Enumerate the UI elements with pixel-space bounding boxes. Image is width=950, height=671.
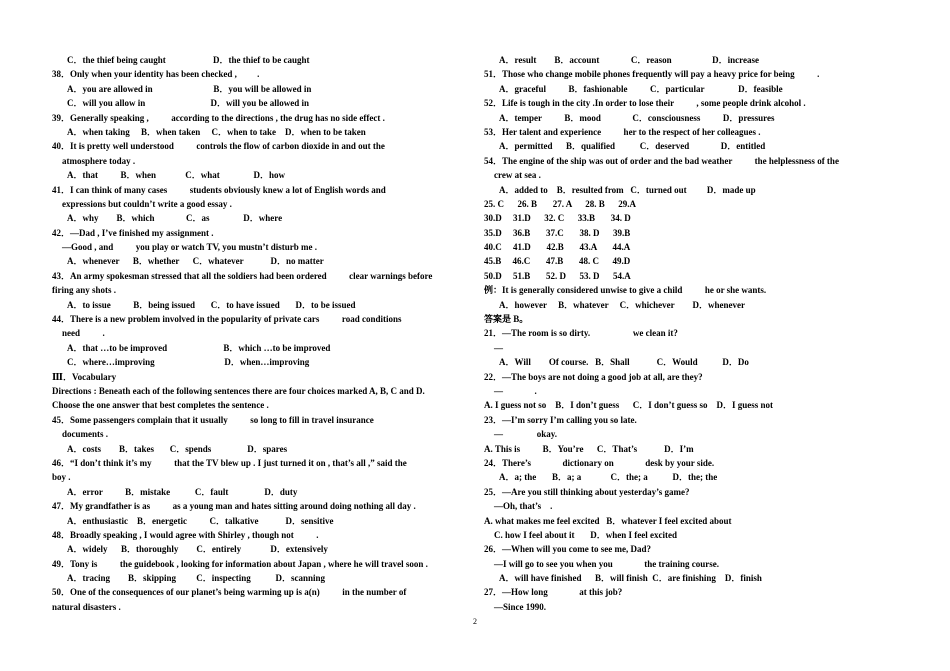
page-number: 2 bbox=[473, 617, 477, 626]
text-line: A. This is B．You’re C．That’s D．I’m bbox=[484, 443, 694, 454]
text-line: 22．—The boys are not doing a good job at all, are they? bbox=[484, 371, 703, 382]
text-line: 45．Some passengers complain that it usually so long to fill in travel insurance bbox=[52, 414, 374, 425]
text-line: A．that B．when C．what D．how bbox=[67, 170, 286, 181]
text-line: atmosphere today . bbox=[62, 155, 136, 166]
text-line: 41．I can think of many cases students obviously knew a lot of English words and bbox=[52, 184, 386, 195]
text-line: 54．The engine of the ship was out of order and the bad weather the helplessness of the bbox=[484, 155, 839, 166]
text-line: A．permitted B．qualified C．deserved D．entitled bbox=[499, 141, 766, 152]
text-line: 26．—When will you come to see me, Dad? bbox=[484, 544, 651, 555]
text-line: natural disasters . bbox=[52, 601, 121, 612]
text-line: 35.D 36.B 37.C 38. D 39.B bbox=[484, 227, 631, 238]
text-line: 42．—Dad , I’ve finished my assignment . bbox=[52, 227, 214, 238]
text-line: 47．My grandfather is as as a young man and hates sitting around doing nothing all day . bbox=[52, 501, 416, 512]
text-line: 30.D 31.D 32. C 33.B 34. D bbox=[484, 213, 631, 224]
text-line: A. I guess not so B．I don’t guess C．I don’t guess so D．I guess not bbox=[484, 400, 774, 411]
text-line: A．you are allowed in B．you will be allowed in bbox=[67, 83, 312, 94]
text-line: A. what makes me feel excited B．whatever I feel excited about bbox=[484, 515, 732, 526]
text-line: Directions : Beneath each of the following sentences there are four choices marked A, B, C and D. bbox=[52, 385, 425, 396]
text-line: 50．One of the consequences of our planet’s being warming up is a(n) in the number of bbox=[52, 587, 407, 598]
text-line: A．temper B．mood C．consciousness D．pressures bbox=[499, 112, 775, 123]
text-line: C．will you allow in D．will you be allowed in bbox=[67, 98, 310, 109]
text-line: crew at sea . bbox=[494, 170, 541, 181]
text-line: 51．Those who change mobile phones frequently will pay a heavy price for being . bbox=[484, 69, 820, 80]
text-line: 45.B 46.C 47.B 48. C 49.D bbox=[484, 256, 631, 267]
text-line: Choose the one answer that best completes the sentence . bbox=[52, 400, 269, 411]
text-line: documents . bbox=[62, 429, 109, 440]
text-line: need . bbox=[62, 328, 105, 339]
text-line: 38．Only when your identity has been checked , . bbox=[52, 69, 260, 80]
text-line: A．a; the B．a; a C．the; a D．the; the bbox=[499, 472, 718, 483]
text-line: A．graceful B．fashionable C．particular D．feasible bbox=[499, 83, 783, 94]
right-column bbox=[484, 53, 884, 614]
text-line: 53．Her talent and experience her to the respect of her colleagues . bbox=[484, 126, 761, 137]
text-line: A．enthusiastic B．energetic C．talkative D．sensitive bbox=[67, 515, 334, 526]
text-line: C．where…improving D．when…improving bbox=[67, 357, 310, 368]
text-line: 23．—I’m sorry I’m calling you so late. bbox=[484, 414, 637, 425]
text-line: 25. C 26. B 27. A 28. B 29.A bbox=[484, 198, 637, 209]
text-line: A．when taking B．when taken C．when to take D．when to be taken bbox=[67, 126, 366, 137]
text-line: — . bbox=[494, 385, 537, 396]
text-line: —Oh, that’s . bbox=[494, 501, 553, 512]
text-line: A．widely B．thoroughly C．entirely D．extensively bbox=[67, 544, 328, 555]
text-line: 27．—How long at this job? bbox=[484, 587, 623, 598]
text-line: C．the thief being caught D．the thief to be caught bbox=[67, 55, 310, 65]
text-line: 例：It is generally considered unwise to give a child he or she wants. bbox=[484, 285, 767, 296]
text-line: 40．It is pretty well understood controls the flow of carbon dioxide in and out the bbox=[52, 141, 385, 152]
text-line: 50.D 51.B 52. D 53. D 54.A bbox=[484, 270, 631, 281]
text-line: A．result B．account C．reason D．increase bbox=[499, 55, 759, 65]
text-line: 46．“I don’t think it’s my that the TV blew up . I just turned it on , that’s all ,” said the bbox=[52, 457, 407, 468]
text-line: 43．An army spokesman stressed that all the soldiers had been ordered clear warnings before bbox=[52, 270, 433, 281]
text-line: firing any shots . bbox=[52, 285, 117, 296]
text-line: A．why B．which C．as D．where bbox=[67, 213, 283, 224]
text-line: A．to issue B．being issued C．to have issued D．to be issued bbox=[67, 299, 356, 310]
text-line: —Since 1990. bbox=[494, 601, 547, 612]
text-line: A．whenever B．whether C．whatever D．no matter bbox=[67, 256, 324, 267]
text-line: —I will go to see you when you the training course. bbox=[494, 558, 719, 569]
text-line: A．costs B．takes C．spends D．spares bbox=[67, 443, 288, 454]
text-line: 44．There is a new problem involved in the popularity of private cars road conditions bbox=[52, 314, 402, 325]
text-line: 52．Life is tough in the city .In order to lose their , some people drink alcohol . bbox=[484, 98, 806, 109]
text-line: A．Will Of course. B．Shall C．Would D．Do bbox=[499, 357, 749, 368]
text-line: Ⅲ．Vocabulary bbox=[52, 371, 117, 382]
text-line: A．tracing B．skipping C．inspecting D．scanning bbox=[67, 573, 326, 584]
text-line: A．error B．mistake C．fault D．duty bbox=[67, 486, 298, 497]
text-line: expressions but couldn’t write a good essay . bbox=[62, 198, 232, 209]
text-line: 48．Broadly speaking , I would agree with Shirley , though not . bbox=[52, 529, 319, 540]
text-line: 39．Generally speaking , according to the directions , the drug has no side effect . bbox=[52, 112, 385, 123]
text-line: 25．—Are you still thinking about yesterday’s game? bbox=[484, 486, 690, 497]
text-line: boy . bbox=[52, 472, 71, 483]
text-line: 答案是 B。 bbox=[484, 314, 529, 325]
text-line: — bbox=[494, 342, 503, 353]
text-line: A．however B．whatever C．whichever D．whenever bbox=[499, 299, 745, 310]
text-line: 21．—The room is so dirty. we clean it? bbox=[484, 328, 678, 339]
text-line: 40.C 41.D 42.B 43.A 44.A bbox=[484, 242, 631, 253]
text-line: 24．There’s dictionary on desk by your side. bbox=[484, 457, 715, 468]
text-line: C. how I feel about it D．when I feel excited bbox=[494, 529, 677, 540]
left-column bbox=[52, 53, 468, 614]
text-line: —Good , and you play or watch TV, you mustn’t disturb me . bbox=[62, 242, 318, 253]
text-line: — okay. bbox=[494, 429, 558, 440]
text-line: A．added to B．resulted from C．turned out D．made up bbox=[499, 184, 756, 195]
text-line: A．that …to be improved B．which …to be improved bbox=[67, 342, 331, 353]
text-line: A．will have finished B．will finish C．are finishing D．finish bbox=[499, 573, 762, 584]
text-line: 49．Tony is the guidebook , looking for information about Japan , where he will travel soon . bbox=[52, 558, 428, 569]
